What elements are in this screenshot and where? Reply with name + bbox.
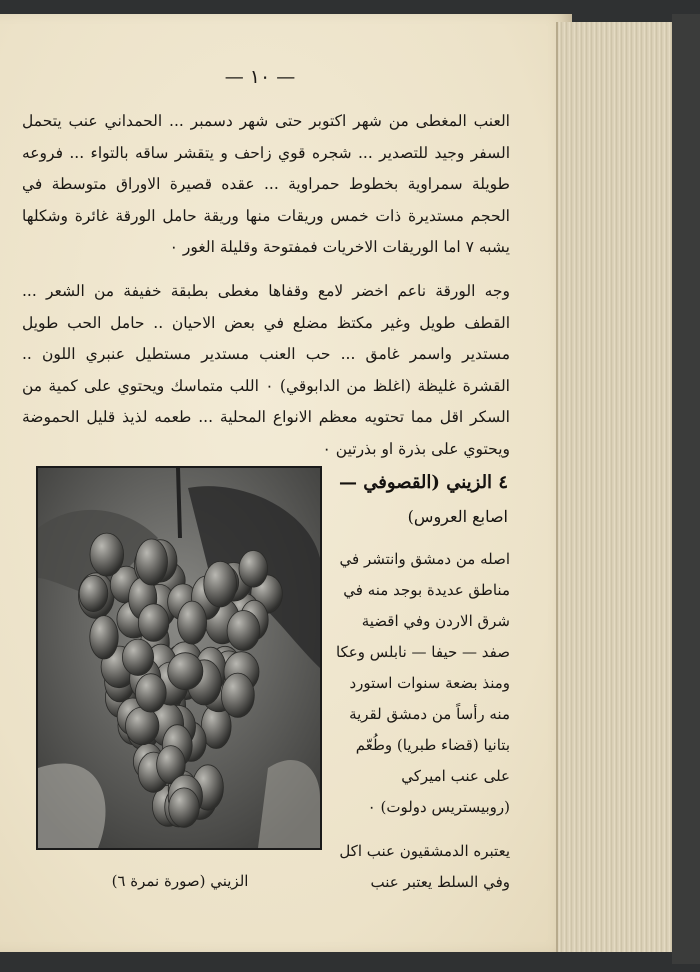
grape-berry xyxy=(178,601,207,644)
paragraph-2: وجه الورقة ناعم اخضر لامع وقفاها مغطى بطبقة خفيفة من الشعر ... القطف طويل وغير مكتظ مضلع في بعض الاحيان .. حامل الحب طويل مستدير واسمر غامق ... حب العنب مستدير مستطيل عنبري اللون .. القشرة غليظة (اغلظ من الدابوقي) ٠ اللب متماسك ويحتوي على كمية من السكر اقل مما تحتويه معظم الانواع المحلية ... طعمه لذيذ قليل الحموضة ويحتوي على بذرة او بذرتين ٠ xyxy=(22,282,510,458)
paragraph-3: اصله من دمشق وانتشر في مناطق عديدة بوجد منه في شرق الاردن وفي اقضية صفد — حيفا — نابلس وعكا ومنذ بضعة سنوات استورد منه رأساً من دمشق لقرية بتانيا (قضاء طبريا) وطُعّم على عنب اميركي (روبيستريس دولوت) ٠ xyxy=(335,550,510,816)
grape-berry xyxy=(136,539,168,585)
section-subtitle: اصابع العروس) xyxy=(407,507,508,526)
grape-berry xyxy=(138,604,169,642)
grape-berry xyxy=(239,551,268,588)
grape-berry xyxy=(168,653,203,690)
paragraph-4: يعتبره الدمشقيون عنب اكل وفي السلط يعتبر عنب xyxy=(339,842,510,891)
page-edges xyxy=(556,22,674,952)
grape-berry xyxy=(126,707,159,745)
grape-berry xyxy=(90,533,124,576)
grape-berry xyxy=(204,561,237,607)
grape-berry xyxy=(122,639,153,675)
grape-berry xyxy=(169,788,200,827)
grape-berry xyxy=(221,673,254,717)
grape-berry xyxy=(227,611,260,651)
grape-photo xyxy=(36,466,322,850)
book-cover-edge xyxy=(672,14,700,964)
grape-berry xyxy=(79,575,108,611)
grape-berry xyxy=(90,616,118,659)
section-heading xyxy=(333,466,508,534)
page-number: — ١٠ — xyxy=(224,66,296,88)
grape-cluster-illustration xyxy=(38,468,320,848)
section-title: ٤ الزيني (القصوفي — xyxy=(339,472,508,493)
paragraph-1: العنب المغطى من شهر اكتوبر حتى شهر دسمبر ... الحمداني عنب يتحمل السفر وجيد للتصدير ... شجره قوي زاحف و يتقشر ساقه بالتواء ... فروعه طويلة سمراوية بخطوط حمراوية ... عقده قصيرة الاوراق متوسطة في الحجم مستديرة ذات خمس وريقات منها وريقة حامل الورقة غائرة وشكلها يشبه ٧ اما الوريقات الاخريات فمفتوحة وقليلة الغور ٠ xyxy=(22,112,510,256)
figure-caption: الزيني (صورة نمرة ٦) xyxy=(111,872,249,890)
grape-berry xyxy=(135,674,166,712)
